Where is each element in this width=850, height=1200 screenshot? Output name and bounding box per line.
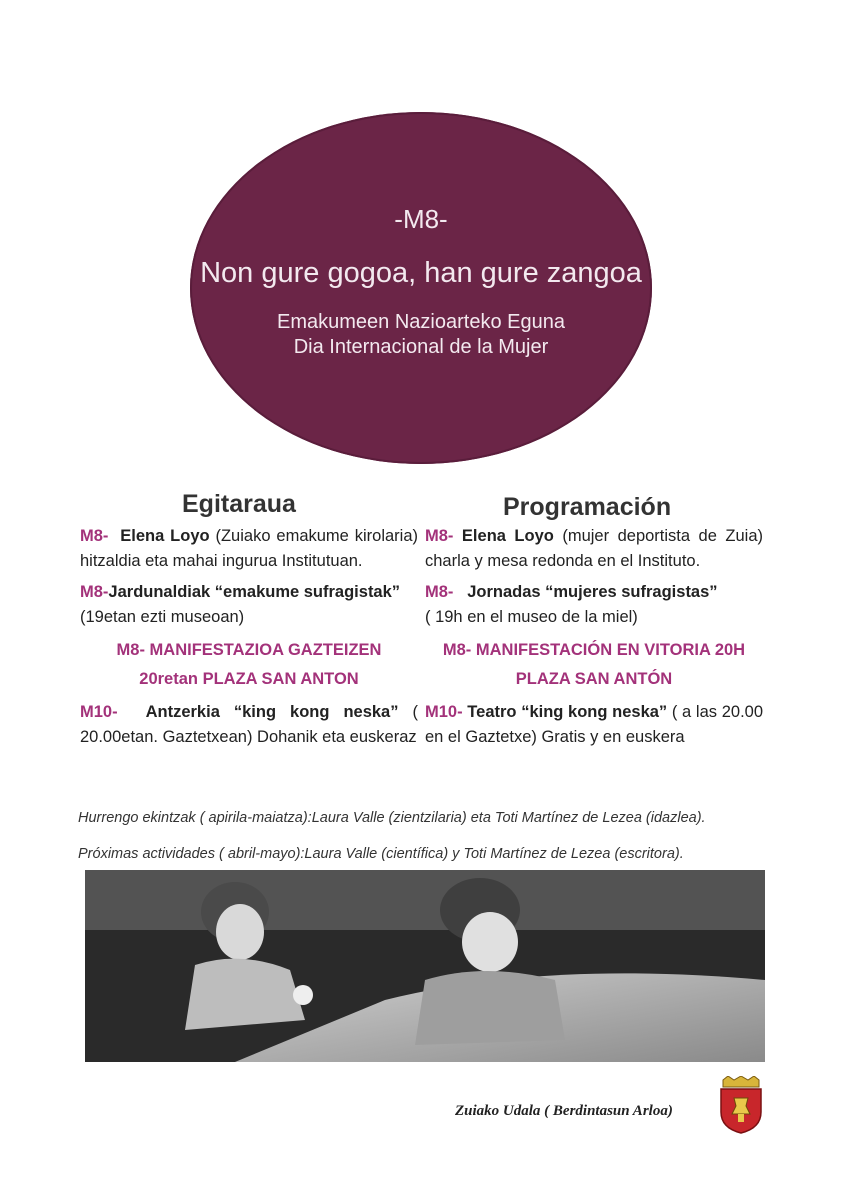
- item-2: M8- Jornadas “mujeres sufragistas” ( 19h en el museo de la miel): [425, 583, 718, 626]
- heading-spanish: Programación: [503, 493, 672, 521]
- item-2: M8-Jardunaldiak “emakume sufragistak” (19etan ezti museoan): [80, 583, 401, 626]
- item-3: M8- MANIFESTAZIOA GAZTEIZEN 20retan PLAZA SAN ANTON: [116, 641, 382, 688]
- slogan: Non gure gogoa, han gure zangoa: [200, 257, 642, 289]
- item-1: M8- Elena Loyo (Zuiako emakume kirolaria) hitzaldia eta mahai ingurua Institutuan.: [80, 527, 419, 570]
- header-text: [190, 112, 652, 464]
- organization-credit: Zuiako Udala ( Berdintasun Arloa): [455, 1103, 673, 1119]
- item-4: M10- Teatro “king kong neska” ( a las 20.00 en el Gaztetxe) Gratis y en euskera: [425, 703, 763, 746]
- historic-photo: [85, 870, 765, 1062]
- subtitle-basque: Emakumeen Nazioarteko Eguna: [277, 311, 565, 333]
- heading-basque: Egitaraua: [182, 490, 296, 518]
- photo-illustration: [85, 870, 765, 1062]
- item-4: M10- Antzerkia “king kong neska” ( 20.00etan. Gaztetxean) Dohanik eta euskeraz: [80, 703, 418, 746]
- subtitle-spanish: Dia Internacional de la Mujer: [293, 336, 549, 358]
- coat-of-arms-icon: [716, 1076, 766, 1134]
- note-basque: Hurrengo ekintzak ( apirila-maiatza):Laura Valle (zientzilaria) eta Toti Martínez de Lezea (idazlea).: [78, 810, 706, 826]
- program-spanish: [425, 524, 763, 750]
- event-tag: -M8-: [394, 204, 448, 234]
- program-basque: [80, 524, 418, 750]
- note-spanish: Próximas actividades ( abril-mayo):Laura Valle (científica) y Toti Martínez de Lezea (escritora).: [78, 846, 684, 862]
- item-3: M8- MANIFESTACIÓN EN VITORIA 20H PLAZA SAN ANTÓN: [442, 641, 746, 688]
- item-1: M8- Elena Loyo (mujer deportista de Zuia) charla y mesa redonda en el Instituto.: [425, 527, 763, 570]
